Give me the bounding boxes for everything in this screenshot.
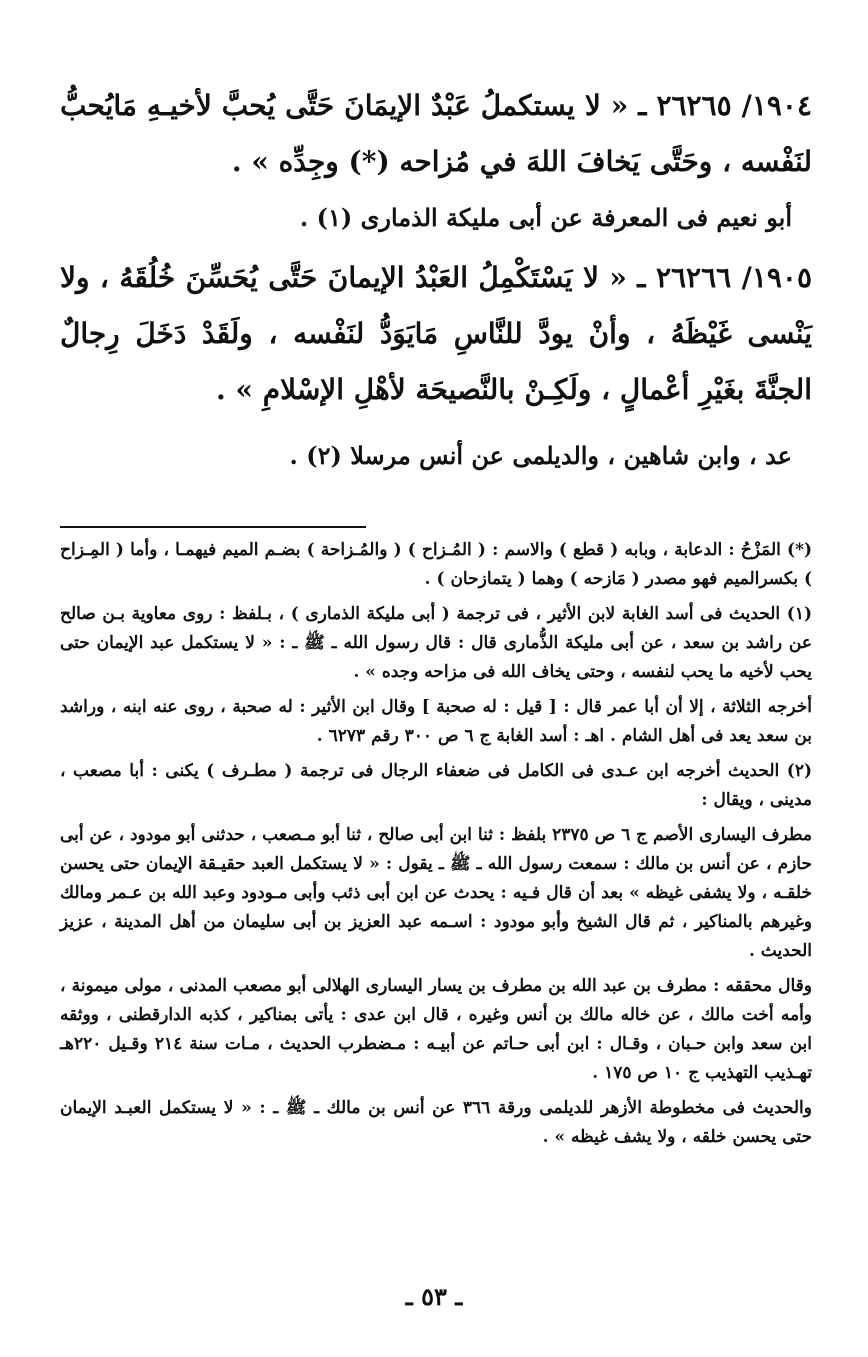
- footnote-1: (١) الحديث فى أسد الغابة لابن الأثير ، فى ترجمة ( أبى مليكة الذمارى ) ، بـلفظ : روى معاوية بـن صالح عن راشد بن سعد ، عن أبى مليكة الذُّمارى قال : قال رسول الله ـ ﷺ ـ : « لا يستكمل عبد الإيمان حتى يحب لأخيه ما يحب لنفسه ، وحتى يخاف الله فى مزاحه وجده » .: [60, 604, 812, 682]
- hadith-1905-text: ١٩٠٥/ ٢٦٢٦٦ ـ « لا يَسْتَكْمِلُ العَبْدُ الإيمانَ حَتَّى يُحَسِّنَ خُلُقَهُ ، ولا يَنْسى غَيْظَهُ ، وأنْ يودَّ للنَّاسِ مَايَوَدُّ لنَفْسه ، ولَقَدْ دَخَلَ رِجالٌ الجنَّةَ بغَيْرِ أعْمالٍ ، ولَكِـنْ بالنَّصيحَة لأهْلِ الإسْلامِ » .: [60, 261, 812, 406]
- footnote-divider: [60, 526, 366, 528]
- footnote-2-paragraph-2: مطرف اليسارى الأصم ج ٦ ص ٢٣٧٥ بلفظ : ثنا ابن أبى صالح ، ثنا أبو مـصعب ، حدثنى أبو مودود ، عن أبى حازم ، عن أنس بن مالك : سمعت رسول الله ـ ﷺ ـ يقول : « لا يستكمل العبد حقيـقة الإيمان حتى يحسن خلقـه ، ولا يشفى غيظه » بعد أن قال فـيه : يحدث عن ابن أبى ذئب وأبى مـودود وعبد الله بن عـمر ومالك وغيرهم بالمناكير ، ثم قال الشيخ وأبو مودود : اسـمه عبد العزيز بن أبى سليمان من أهل المدينة ، عزيز الحديث .: [60, 825, 813, 961]
- hadith-1905-source: عد ، وابن شاهين ، والديلمى عن أنس مرسلا (٢) .: [289, 441, 792, 470]
- hadith-1904-text: ١٩٠٤/ ٢٦٢٦٥ ـ « لا يستكملُ عَبْدٌ الإيمَانَ حَتَّى يُحبَّ لأخيـهِ مَايُحبُّ لنَفْسه ، وحَتَّى يَخافَ اللهَ في مُزاحه (*) وجِدِّه » .: [60, 89, 812, 178]
- hadith-1904-source: أبو نعيم فى المعرفة عن أبى مليكة الذمارى (١) .: [299, 203, 792, 232]
- footnotes-section: [60, 536, 812, 1152]
- footnote-2-paragraph-3: وقال محققه : مطرف بن عبد الله بن مطرف بن يسار اليسارى الهلالى أبو مصعب المدنى ، مولى ميمونة ، وأمه أخت مالك ، عن خاله مالك بن أنس وغيره ، قال ابن عدى : يأتى بمناكير ، كذبه الدارقطنى ، ووثقه ابن سعد وابن حـبان ، وقـال : ابن أبى حـاتم عن أبيـه : مـضطرب الحديث ، مـات سنة ٢١٤ وقـيل ٢٢٠هـ تهـذيب التهذيب ج ١٠ ص ١٧٥ .: [60, 976, 812, 1083]
- footnote-2: (٢) الحديث أخرجه ابن عـدى فى الكامل فى ضعفاء الرجال فى ترجمة ( مطـرف ) يكنى : أبا مصعب ، مدينى ، ويقال :: [60, 761, 812, 810]
- footnote-1-continued: أخرجه الثلاثة ، إلا أن أبا عمر قال : [ قيل : له صحبة ] وقال ابن الأثير : له صحبة ، روى عنه ابنه ، وراشد بن سعد يعد فى أهل الشام . اهـ : أسد الغابة ج ٦ ص ٣٠٠ رقم ٦٢٧٣ .: [60, 697, 812, 746]
- page-number: ـ ٥٣ ـ: [405, 1282, 463, 1311]
- footnote-star: (*) المَزْحُ : الدعابة ، وبابه ( قطع ) والاسم : ( المُـزاح ) ( والمُـزاحة ) بضـم الميم فيهمـا ، وأما ( المِـزاح ) بكسرالميم فهو مصدر ( مَازحه ) وهما ( يتمازحان ) .: [60, 540, 812, 589]
- footnote-2-paragraph-4: والحديث فى مخطوطة الأزهر للديلمى ورقة ٣٦٦ عن أنس بن مالك ـ ﷺ ـ : « لا يستكمل العبـد الإيمان حتى يحسن خلقه ، ولا يشف غيظه » .: [60, 1098, 812, 1147]
